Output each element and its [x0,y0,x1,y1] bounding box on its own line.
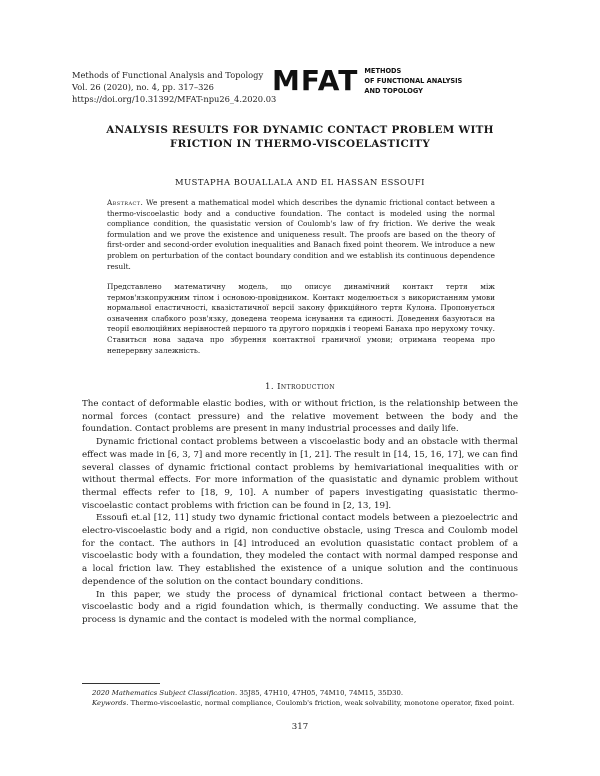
doi-link[interactable]: https://doi.org/10.31392/MFAT-npu26_4.2020.03 [72,94,277,104]
paragraph: In this paper, we study the process of dynamical frictional contact between a thermo-viscoelastic body and a rigid foundation which, is thermally conducting. We assume that the process is dynamic and the contact is modeled with the normal compliance, [82,589,518,625]
section-heading: 1. Introduction [264,382,336,392]
logo-mark: MFAT [272,64,359,97]
abstract-ukrainian [107,282,495,356]
mfat-logo [272,62,462,100]
abstract-text: We present a mathematical model which describes the dynamic frictional contact between a thermo-viscoelastic body and a conductive foundation. The contact is modeled using the normal compliance condition, the quasistatic version of Coulomb's law of fry friction. We derive the weak formulation and we prove the existence and uniqueness result. The proofs are based on the theory of first-order and second-order evolution inequalities and Banach fixed point theorem. We introduce a new problem on perturbation of the contact boundary condition and we establish its continuous dependence result. [107,198,495,271]
paper-authors: MUSTAPHA BOUALLALA AND EL HASSAN ESSOUFI [175,177,425,187]
page-number: 317 [291,722,309,732]
abstract-text-uk: Представлено математичну модель, що описує динамічний контакт тертя між термов'язкопружним тілом і основою-провідником. Контакт моделюється з використанням умови нормальної еластичності, квазістатичної версії закону фрикційного тертя Кулона. Пропонується означення слабкого розв'язку, доведена теорема існування та єдиності. Доведення базуються на теорії еволюційних нерівностей першого та другого порядків і теоремі Банаха про нерухому точку. Ставиться нова задача про збурення контактної граничної умови; отримана теорема про неперервну залежність. [107,282,495,355]
abstract-label: Abstract. [107,198,144,207]
paragraph: Essoufi et.al [12, 11] study two dynamic frictional contact models between a piezoelectric and electro-viscoelastic body and a rigid, non conductive obstacle, using Tresca and Coulomb model for the contact. The authors in [4] introduced an evolution quasistatic contact problem of a viscoelastic body with a foundation, they modeled the contact with normal damped response and a local friction law. They established the existence of a unique solution and the continuous dependence of the solution on the contact boundary conditions. [82,513,518,587]
paper-title: ANALYSIS RESULTS FOR DYNAMIC CONTACT PROBLEM WITH FRICTION IN THERMO-VISCOELASTICITY [106,124,494,150]
footnote [82,688,518,708]
footnote-rule [82,683,160,684]
keywords: Keywords. Thermo-viscoelastic, normal compliance, Coulomb's friction, weak solvability, monotone operator, fixed point. [92,699,515,708]
logo-text: METHODS OF FUNCTIONAL ANALYSIS AND TOPOLOGY [364,67,463,95]
volume-info: Vol. 26 (2020), no. 4, pp. 317–326 [72,82,214,92]
body-text [82,398,518,627]
paragraph: Dynamic frictional contact problems between a viscoelastic body and an obstacle with thermal effect was made in [6, 3, 7] and more recently in [1, 21]. The result in [14, 15, 16, 17], we can find several classes of dynamic frictional contact problems by hemivariational inequalities with or without thermal effects. For more information of the quasistatic and dynamic problem without thermal effects refer to [18, 9, 10]. A number of papers investigating quasistatic thermo-viscoelastic contact problems with friction can be found in [2, 13, 19]. [82,437,518,511]
journal-header [72,69,276,105]
journal-name: Methods of Functional Analysis and Topology [72,70,264,80]
abstract-english [107,198,495,272]
paragraph: The contact of deformable elastic bodies, with or without friction, is the relationship between the normal forces (contact pressure) and the relative movement between the body and the foundation. Contact problems are present in many industrial processes and daily life. [82,399,518,435]
msc-classification: 2020 Mathematics Subject Classification. 35J85, 47H10, 47H05, 74M10, 74M15, 35D30. [92,689,404,697]
